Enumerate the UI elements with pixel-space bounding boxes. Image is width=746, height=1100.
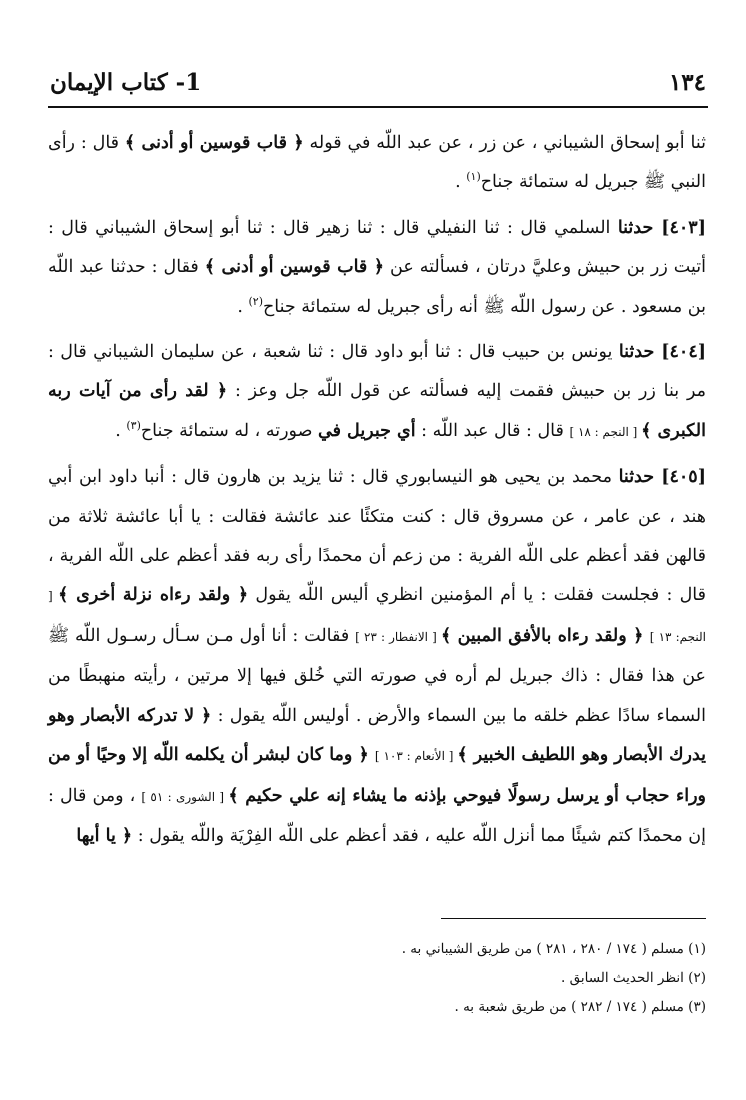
footnote-ref: (٢) [248, 294, 263, 308]
paragraph-continuation [48, 124, 706, 203]
page-header [50, 62, 706, 102]
hadith-403 [48, 209, 706, 327]
verse-reference: [ النجم: ١٣ ] [48, 589, 706, 644]
page-number: ١٣٤ [668, 68, 706, 96]
footnote-ref: (١) [466, 170, 481, 184]
verse-reference: [ النجم : ١٨ ] [569, 424, 642, 439]
header-divider [48, 106, 708, 108]
text-segment: . [237, 296, 249, 317]
text-segment: السلمي قال : ثنا النفيلي قال : ثنا زهير قال : ثنا أبو إسحاق الشيباني قال : أتيت زر بن حبيش وعليَّ درتان ، فسألته عن [48, 217, 706, 278]
hadith-lead: حدثنا [617, 217, 662, 238]
quran-quote: ﴿ قاب قوسين أو أدنى ﴾ [124, 133, 304, 153]
quran-quote: ﴿ وما كان لبشر أن يكلمه اللّه إلا وحيًا أو من وراء حجاب أو يرسل رسولًا فيوحي بإذنه ما يشاء إنه علي حكيم ﴾ [48, 745, 706, 806]
text-segment: فقال : حدثنا عبد اللّه بن مسعود . عن رسول اللّه ﷺ أنه رأى جبريل له ستمائة جناح [48, 257, 706, 317]
text-segment: ، ومن قال : إن محمدًا كتم شيئًا مما أنزل اللّه عليه ، فقد أعظم على اللّه الفِرْيَة واللّه يقول : [48, 785, 706, 846]
footnote-1: (١) مسلم ( ١٧٤ / ٢٨٠ ، ٢٨١ ) من طريق الشيباني به . [401, 941, 706, 957]
quran-quote: ﴿ قاب قوسين أو أدنى ﴾ [204, 257, 385, 278]
hadith-lead: حدثنا [618, 467, 662, 488]
text-segment: محمد بن يحيى هو النيسابوري قال : ثنا يزيد بن هارون قال : أنبا داود ابن أبي هند ، عن عامر ، عن مسروق قال : كنت متكئًا عند عائشة فقالت : يا أبا عائشة ثلاثة من قالهن فقد أعظم على اللّه الفرية : من زعم أن محمدًا رأى ربه فقد أعظم على اللّه الفرية ، قال : فجلست فقلت : يا أم المؤمنين انظري أليس اللّه يقول [48, 467, 707, 606]
quran-quote: ﴿ لا تدركه الأبصار وهو يدرك الأبصار وهو اللطيف الخبير ﴾ [48, 705, 707, 766]
text-segment: فقالت : أنا أول مـن سـأل رسـول اللّه ﷺ عن هذا فقال : ذاك جبريل لم أره في صورته التي خُلق فيها إلا مرتين ، رأيته منهبطًا من السماء سادًا عظم خلقه ما بين السماء والأرض . أوليس اللّه يقول : [48, 625, 706, 726]
hadith-lead: حدثنا [618, 342, 662, 363]
quran-quote: ﴿ يا أيها [76, 825, 133, 846]
footnote-2: (٢) انظر الحديث السابق . [560, 970, 706, 986]
verse-reference: [ الأنعام : ١٠٣ ] [374, 749, 458, 764]
text-segment: ثنا أبو إسحاق الشيباني ، عن زر ، عن عبد اللّه في قوله [303, 133, 706, 153]
text-segment: . [455, 172, 467, 193]
text-segment: يونس بن حبيب قال : ثنا أبو داود قال : ثنا شعبة ، عن سليمان الشيباني قال : مر بنا زر بن حبيش فقمت إليه فسألته عن قول اللّه جل وعز : [48, 342, 706, 402]
emphasis-text: أي جبريل في [318, 420, 416, 441]
quran-quote: ﴿ ولقد رءاه نزلة أخرى ﴾ [58, 585, 249, 606]
footnote-3: (٣) مسلم ( ١٧٤ / ٢٨٢ ) من طريق شعبة به . [454, 999, 706, 1015]
quran-quote: ﴿ ولقد رءاه بالأفق المبين ﴾ [440, 625, 650, 646]
text-segment: صورته ، له ستمائة جناح [140, 420, 319, 441]
footnotes [48, 935, 706, 1022]
main-text [48, 124, 706, 856]
chapter-title: 1- كتاب الإيمان [50, 68, 202, 96]
text-segment: قال : رأى النبي ﷺ جبريل له ستمائة جناح [48, 133, 706, 193]
hadith-404 [48, 333, 706, 452]
text-segment: قال : قال عبد اللّه : [415, 420, 570, 441]
hadith-number: [٤٠٥] [661, 467, 706, 488]
footnote-divider [441, 918, 706, 919]
hadith-number: [٤٠٣] [661, 217, 706, 238]
verse-reference: [ الانفطار : ٢٣ ] [355, 629, 441, 644]
quran-quote: ﴿ لقد رأى من آيات ربه الكبرى ﴾ [48, 381, 706, 441]
footnote-ref: (٣) [126, 419, 141, 433]
hadith-number: [٤٠٤] [661, 342, 706, 363]
verse-reference: [ الشورى : ٥١ ] [141, 789, 229, 804]
hadith-405 [48, 458, 706, 856]
text-segment: . [115, 420, 127, 441]
